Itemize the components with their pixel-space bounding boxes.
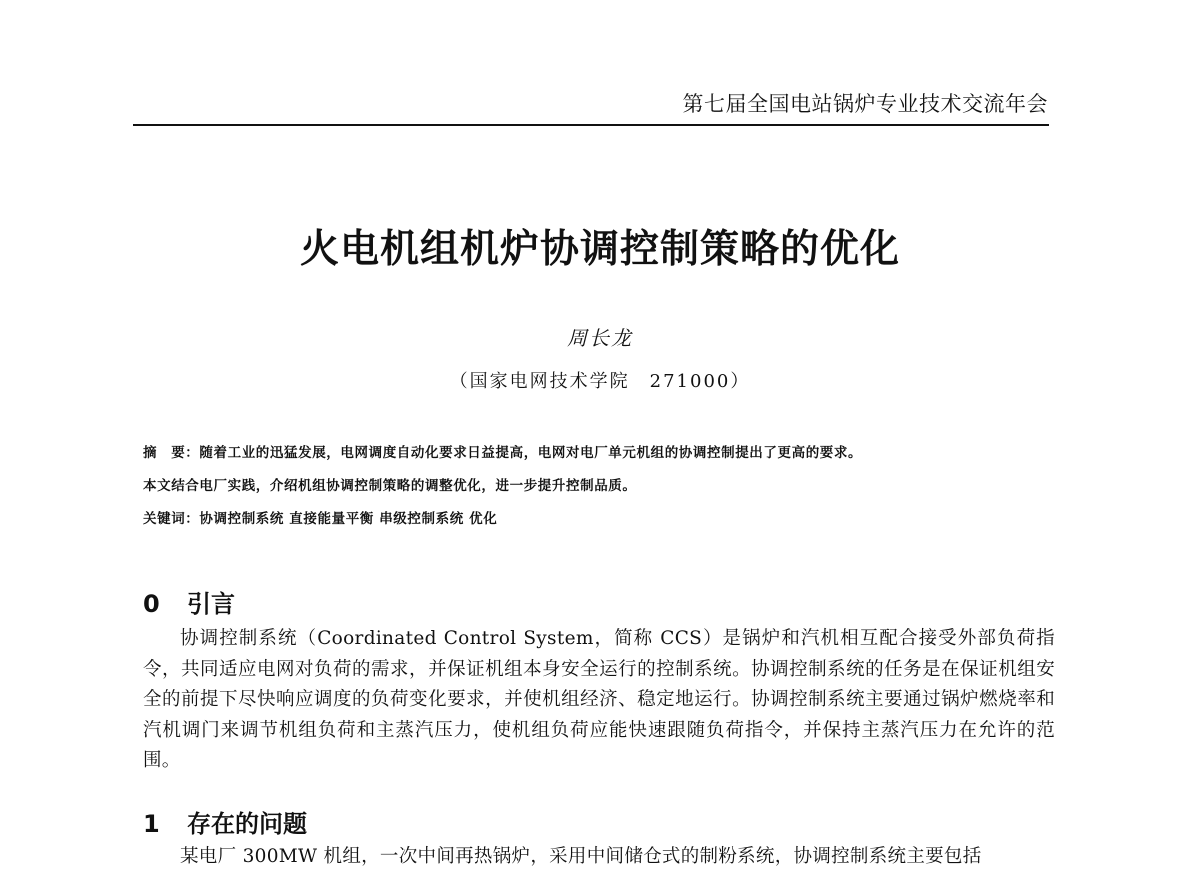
section-heading-intro bbox=[143, 584, 235, 619]
abstract-label: 摘 要： bbox=[143, 445, 200, 461]
keywords-line bbox=[143, 507, 1053, 527]
abstract-line-1 bbox=[143, 441, 1053, 461]
paper-title: 火电机组机炉协调控制策略的优化 bbox=[299, 227, 900, 272]
problems-paragraph: 某电厂 300MW 机组，一次中间再热锅炉，采用中间储仓式的制粉系统，协调控制系统主要包括 bbox=[180, 846, 982, 867]
abstract-text-1: 随着工业的迅猛发展，电网调度自动化要求日益提高，电网对电厂单元机组的协调控制提出了更高的要求。 bbox=[199, 445, 863, 461]
section-number: 0 bbox=[143, 590, 160, 618]
author-affiliation: （国家电网技术学院 271000） bbox=[449, 371, 751, 392]
section-number: 1 bbox=[143, 810, 160, 838]
author-name: 周长龙 bbox=[567, 326, 633, 350]
intro-paragraph: 协调控制系统（Coordinated Control System，简称 CCS）是锅炉和汽机相互配合接受外部负荷指令，共同适应电网对负荷的需求，并保证机组本身安全运行的控制系统。协调控制系统的任务是在保证机组安全的前提下尽快响应调度的负荷变化要求，并使机组经济、稳定地运行。协调控制系统主要通过锅炉燃烧率和汽机调门来调节机组负荷和主蒸汽压力，使机组负荷应能快速跟随负荷指令，并保持主蒸汽压力在允许的范围。 bbox=[143, 628, 1055, 771]
section-title: 存在的问题 bbox=[187, 810, 307, 838]
keywords-label: 关键词： bbox=[143, 511, 200, 527]
section-heading-problems bbox=[143, 804, 307, 839]
abstract-line-2: 本文结合电厂实践，介绍机组协调控制策略的调整优化，进一步提升控制品质。 bbox=[143, 478, 637, 494]
running-head: 第七届全国电站锅炉专业技术交流年会 bbox=[682, 92, 1048, 116]
section-title: 引言 bbox=[187, 590, 235, 618]
keywords-text: 协调控制系统 直接能量平衡 串级控制系统 优化 bbox=[199, 511, 498, 527]
header-rule bbox=[133, 124, 1049, 126]
